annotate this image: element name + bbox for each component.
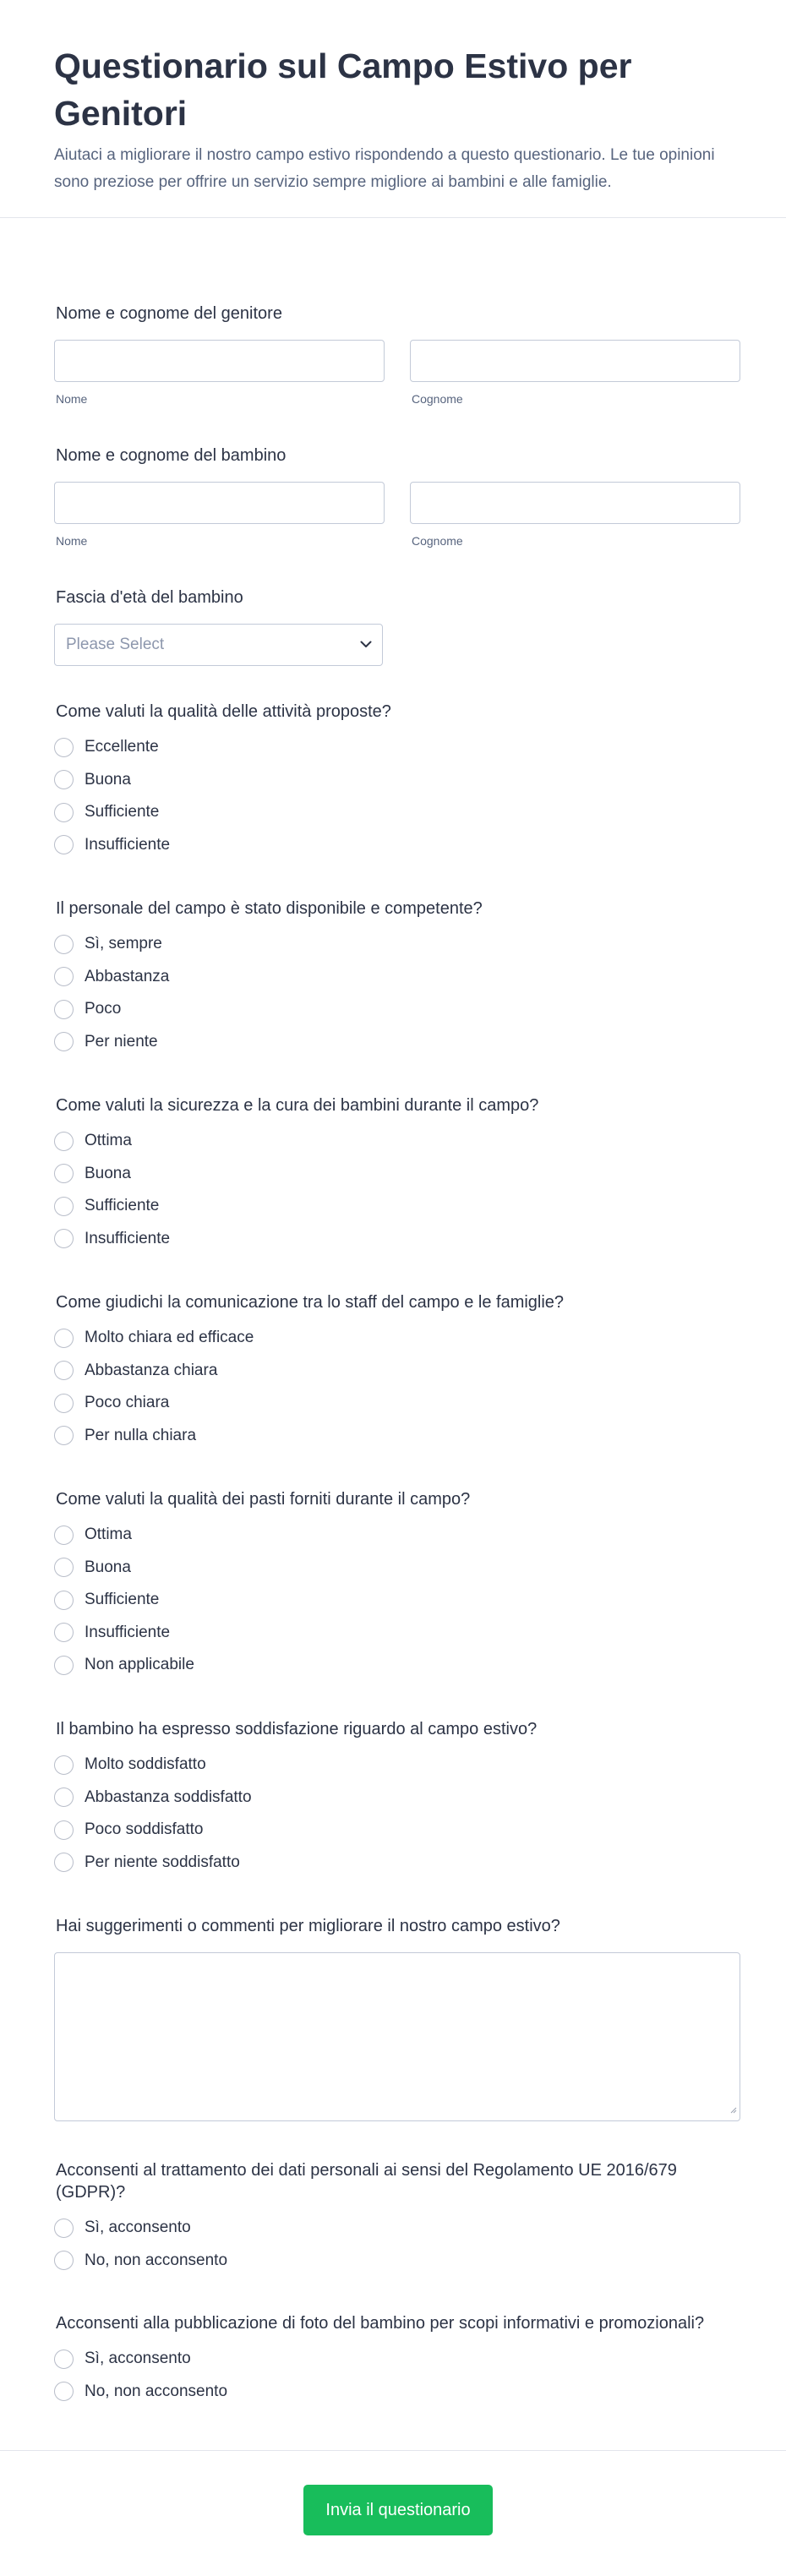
- radio-option[interactable]: [54, 1387, 740, 1420]
- radio-option[interactable]: [54, 1782, 740, 1815]
- radio-option[interactable]: [54, 731, 740, 764]
- radio-option[interactable]: [54, 2245, 740, 2278]
- radio-option-label: Non applicabile: [85, 1656, 194, 1674]
- radio-circle[interactable]: [54, 935, 74, 954]
- radio-option-label: Molto soddisfatto: [85, 1755, 206, 1774]
- radio-circle[interactable]: [54, 1591, 74, 1610]
- radio-circle[interactable]: [54, 1361, 74, 1380]
- child-first-name-sublabel: Nome: [56, 534, 88, 548]
- radio-circle[interactable]: [54, 1164, 74, 1183]
- parent-last-name-sublabel: Cognome: [412, 392, 463, 406]
- question-label: Acconsenti alla pubblicazione di foto del bambino per scopi informativi e promozionali?: [56, 2314, 705, 2333]
- radio-circle[interactable]: [54, 770, 74, 789]
- radio-option-label: No, non acconsento: [85, 2251, 228, 2269]
- question-communication: [54, 1291, 740, 1452]
- radio-option-label: Sì, sempre: [85, 935, 162, 953]
- page-title: Questionario sul Campo Estivo per Genitori: [54, 46, 632, 133]
- radio-option-label: Eccellente: [85, 738, 159, 756]
- radio-option-label: Sufficiente: [85, 1591, 160, 1609]
- radio-circle[interactable]: [54, 1000, 74, 1019]
- radio-option[interactable]: [54, 1847, 740, 1880]
- radio-circle[interactable]: [54, 2251, 74, 2270]
- chevron-down-icon: [360, 637, 372, 652]
- radio-circle[interactable]: [54, 1132, 74, 1151]
- suggestions-label: Hai suggerimenti o commenti per migliorare il nostro campo estivo?: [56, 1917, 560, 1935]
- radio-option[interactable]: [54, 1584, 740, 1617]
- parent-name-label: Nome e cognome del genitore: [56, 304, 282, 323]
- radio-option[interactable]: [54, 1420, 740, 1453]
- question-label: Acconsenti al trattamento dei dati personali ai sensi del Regolamento UE 2016/679 (GDPR)?: [56, 2161, 677, 2202]
- radio-circle[interactable]: [54, 1197, 74, 1216]
- form-header: [0, 0, 786, 218]
- radio-circle[interactable]: [54, 2382, 74, 2401]
- radio-option-label: Sì, acconsento: [85, 2219, 191, 2237]
- radio-option[interactable]: [54, 1814, 740, 1847]
- resize-handle-icon[interactable]: [729, 2103, 737, 2118]
- age-range-field: [54, 587, 740, 666]
- page-description: Aiutaci a migliorare il nostro campo estivo rispondendo a questo questionario. Le tue opinioni sono preziose per offrire un servizio sempre migliore ai bambini e alle famiglie.: [54, 146, 715, 191]
- radio-circle[interactable]: [54, 1229, 74, 1248]
- suggestions-textarea[interactable]: [54, 1952, 740, 2121]
- radio-option[interactable]: [54, 1355, 740, 1388]
- question-label: Il personale del campo è stato disponibile e competente?: [56, 899, 483, 918]
- question-child-satisfaction: [54, 1718, 740, 1879]
- radio-circle[interactable]: [54, 1853, 74, 1872]
- question-gdpr-consent: [54, 2159, 740, 2277]
- submit-button[interactable]: Invia il questionario: [303, 2485, 493, 2535]
- child-first-name-input[interactable]: [54, 482, 385, 524]
- radio-circle[interactable]: [54, 967, 74, 986]
- radio-option-label: Per nulla chiara: [85, 1426, 197, 1444]
- radio-circle[interactable]: [54, 2350, 74, 2369]
- radio-option-label: Abbastanza: [85, 967, 170, 985]
- radio-option[interactable]: [54, 1552, 740, 1585]
- radio-option-label: Poco soddisfatto: [85, 1820, 204, 1839]
- radio-option-label: Sufficiente: [85, 803, 160, 821]
- radio-option-label: Per niente: [85, 1032, 158, 1051]
- radio-option[interactable]: [54, 1649, 740, 1682]
- radio-option-label: Buona: [85, 1164, 131, 1182]
- radio-option-label: Sì, acconsento: [85, 2350, 191, 2368]
- radio-circle[interactable]: [54, 1787, 74, 1807]
- parent-last-name-input[interactable]: [410, 340, 740, 382]
- question-label: Come giudichi la comunicazione tra lo staff del campo e le famiglie?: [56, 1293, 565, 1312]
- radio-circle[interactable]: [54, 1426, 74, 1445]
- radio-circle[interactable]: [54, 738, 74, 757]
- radio-option-label: No, non acconsento: [85, 2382, 228, 2400]
- question-safety-care: [54, 1094, 740, 1255]
- radio-circle[interactable]: [54, 1394, 74, 1413]
- radio-option[interactable]: [54, 928, 740, 961]
- radio-circle[interactable]: [54, 1329, 74, 1348]
- radio-option-label: Poco chiara: [85, 1394, 170, 1412]
- radio-circle[interactable]: [54, 1656, 74, 1675]
- suggestions-field: [54, 1915, 740, 2121]
- question-label: Come valuti la qualità dei pasti forniti durante il campo?: [56, 1490, 471, 1509]
- radio-option-label: Insufficiente: [85, 835, 171, 854]
- radio-option-label: Molto chiara ed efficace: [85, 1329, 254, 1347]
- radio-circle[interactable]: [54, 1755, 74, 1775]
- radio-option[interactable]: [54, 993, 740, 1026]
- age-range-placeholder: Please Select: [66, 636, 165, 653]
- radio-option[interactable]: [54, 764, 740, 797]
- radio-option-label: Abbastanza soddisfatto: [85, 1787, 252, 1806]
- question-label: Come valuti la qualità delle attività proposte?: [56, 702, 391, 721]
- radio-option[interactable]: [54, 2376, 740, 2409]
- age-range-label: Fascia d'età del bambino: [56, 588, 243, 607]
- parent-first-name-sublabel: Nome: [56, 392, 88, 406]
- radio-option[interactable]: [54, 1617, 740, 1650]
- radio-option-label: Per niente soddisfatto: [85, 1853, 240, 1871]
- radio-option-label: Abbastanza chiara: [85, 1361, 218, 1379]
- radio-option-label: Buona: [85, 1558, 131, 1576]
- radio-option-label: Poco: [85, 1000, 122, 1018]
- radio-option[interactable]: [54, 1026, 740, 1059]
- radio-circle[interactable]: [54, 803, 74, 822]
- child-name-label: Nome e cognome del bambino: [56, 446, 287, 465]
- radio-option-label: Ottima: [85, 1525, 132, 1544]
- radio-option-label: Insufficiente: [85, 1229, 171, 1247]
- form-footer: [0, 2450, 786, 2576]
- radio-option[interactable]: [54, 2343, 740, 2376]
- radio-option-label: Buona: [85, 770, 131, 789]
- radio-option[interactable]: [54, 1749, 740, 1782]
- radio-circle[interactable]: [54, 1623, 74, 1642]
- radio-circle[interactable]: [54, 2219, 74, 2238]
- radio-option-label: Insufficiente: [85, 1623, 171, 1641]
- age-range-select[interactable]: [54, 624, 383, 666]
- radio-circle[interactable]: [54, 1032, 74, 1051]
- child-last-name-sublabel: Cognome: [412, 534, 463, 548]
- radio-option[interactable]: [54, 961, 740, 994]
- radio-option[interactable]: [54, 2212, 740, 2245]
- radio-option[interactable]: [54, 1223, 740, 1256]
- radio-option[interactable]: [54, 829, 740, 862]
- radio-option[interactable]: [54, 1190, 740, 1223]
- question-meals-quality: [54, 1488, 740, 1682]
- question-staff-availability: [54, 898, 740, 1058]
- question-label: Il bambino ha espresso soddisfazione riguardo al campo estivo?: [56, 1720, 538, 1738]
- radio-option[interactable]: [54, 1158, 740, 1191]
- question-photo-consent: [54, 2312, 740, 2408]
- radio-option-label: Ottima: [85, 1132, 132, 1150]
- radio-circle[interactable]: [54, 1820, 74, 1840]
- radio-circle[interactable]: [54, 1525, 74, 1545]
- question-activities-quality: [54, 701, 740, 861]
- radio-circle[interactable]: [54, 1558, 74, 1577]
- question-label: Come valuti la sicurezza e la cura dei bambini durante il campo?: [56, 1096, 539, 1115]
- child-last-name-input[interactable]: [410, 482, 740, 524]
- radio-option[interactable]: [54, 1322, 740, 1355]
- parent-first-name-input[interactable]: [54, 340, 385, 382]
- child-name-field: [54, 445, 740, 548]
- radio-option[interactable]: [54, 796, 740, 829]
- radio-option[interactable]: [54, 1519, 740, 1552]
- radio-option-label: Sufficiente: [85, 1197, 160, 1215]
- radio-option[interactable]: [54, 1125, 740, 1158]
- parent-name-field: [54, 303, 740, 406]
- radio-circle[interactable]: [54, 835, 74, 854]
